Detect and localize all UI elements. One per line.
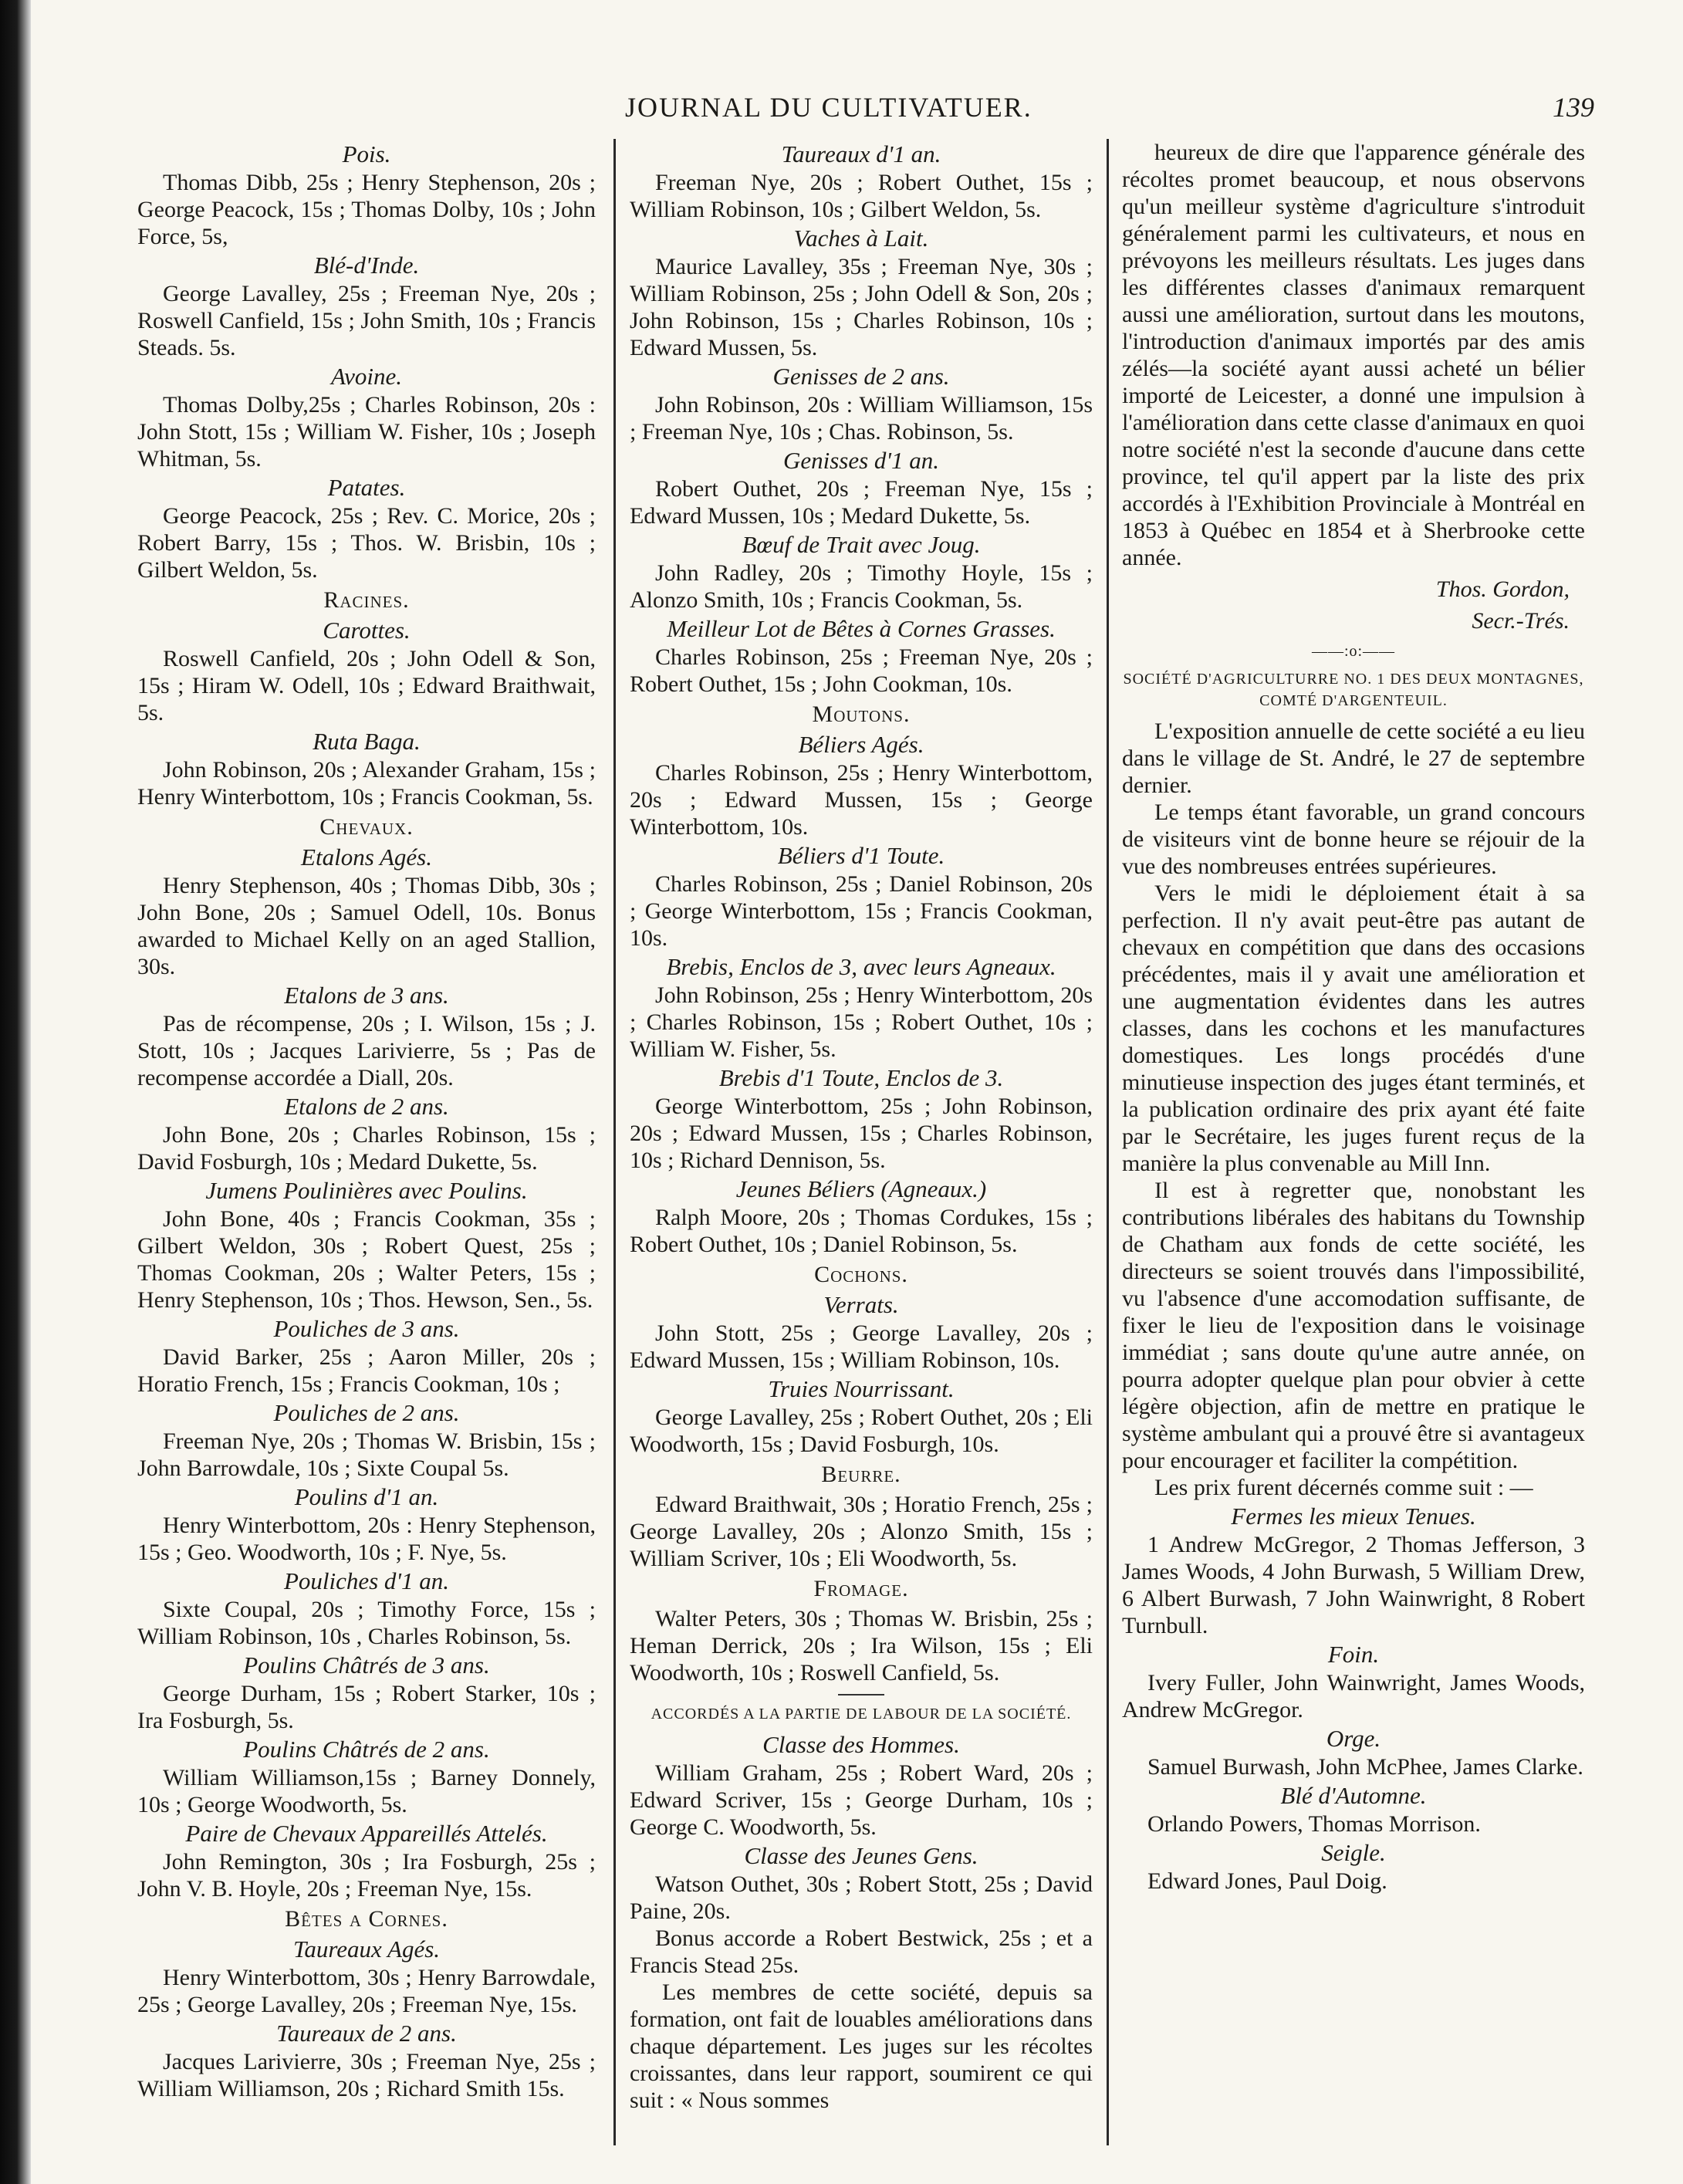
section-heading: Pouliches de 3 ans. — [273, 1315, 460, 1342]
prize-entry: Thomas Dolby,25s ; Charles Robinson, 20s : John Stott, 15s ; William W. Fisher, 10s ; Joseph Whitman, 5s. — [137, 392, 596, 472]
prize-entry: Orlando Powers, Thomas Morrison. — [1147, 1811, 1481, 1837]
prize-entry: Freeman Nye, 20s ; Thomas W. Brisbin, 15s ; John Barrowdale, 10s ; Sixte Coupal 5s. — [137, 1428, 596, 1481]
prize-entry: 1 Andrew McGregor, 2 Thomas Jefferson, 3 James Woods, 4 John Burwash, 5 William Drew, 6 Albert Burwash, 7 John Wainwright, 8 Robert Turnbull. — [1122, 1532, 1585, 1638]
section-heading: Taureaux de 2 ans. — [276, 2020, 457, 2047]
prize-entry: John Bone, 20s ; Charles Robinson, 15s ; David Fosburgh, 10s ; Medard Dukette, 5s. — [137, 1122, 596, 1175]
section-heading: Taureaux d'1 an. — [781, 140, 941, 167]
prize-entry: Thomas Dibb, 25s ; Henry Stephenson, 20s ; George Peacock, 15s ; Thomas Dolby, 10s ; John Force, 5s, — [137, 170, 596, 249]
prize-entry: Edward Braithwait, 30s ; Horatio French, 25s ; George Lavalley, 20s ; Alonzo Smith, 15s ; William Scriver, 10s ; Eli Woodworth, 5s. — [630, 1492, 1093, 1571]
category-heading: Cochons. — [814, 1262, 908, 1287]
prize-entry: John Robinson, 20s : William Williamson, 15s ; Freeman Nye, 10s ; Chas. Robinson, 5s. — [630, 392, 1093, 445]
section-heading: Pouliches d'1 an. — [283, 1567, 450, 1594]
paragraph: heureux de dire que l'apparence générale des récoltes promet beaucoup, et nous observons qu'un meilleur système d'agriculture s'introduit généralement parmi les cultivateurs, et nous en prévoyons les meilleurs résultats. Les juges dans les différentes classes d'animaux remarquent aussi une amélioration, surtout dans les moutons, l'introduction d'animaux importés par des amis zélés—la société ayant aussi acheté un bélier importé de Leicester, a donné une impulsion à l'amélioration dans cette classe d'animaux en quoi notre société n'est la seconde d'aucune dans cette province, tel qu'il appert par la liste des prix accordés à l'Exhibition Provinciale à Montréal en 1853 à Québec en 1854 et à Sherbrooke cette année. — [1122, 140, 1585, 570]
section-heading: Etalons Agés. — [301, 844, 432, 871]
section-heading: Genisses d'1 an. — [782, 447, 940, 474]
prize-entry: Samuel Burwash, John McPhee, James Clarke. — [1147, 1754, 1583, 1780]
section-heading: Blé d'Automne. — [1280, 1782, 1427, 1809]
section-heading: Pois. — [342, 140, 391, 167]
ornament-divider: ——:o:—— — [1311, 643, 1396, 660]
section-heading: Taureaux Agés. — [292, 1936, 441, 1963]
paragraph: Vers le midi le déploiement était à sa perfection. Il n'y avait peut-être pas autant de chevaux en compétition que dans des occasions précédentes, mais il y avait une amélioration et une augmentation évidentes dans les autres classes, dans les cochons et les manufactures domestiques. Les longs procédés d'une minutieuse inspection des juges étant terminés, et la publication ordinaire des prix ayant été faite par le Secrétaire, les juges furent reçus de la manière la plus convenable au Mill Inn. — [1122, 881, 1585, 1176]
section-heading: Etalons de 3 ans. — [284, 982, 449, 1009]
dash-rule — [838, 1694, 884, 1695]
prize-entry: Charles Robinson, 25s ; Freeman Nye, 20s ; Robert Outhet, 15s ; John Cookman, 10s. — [630, 644, 1093, 697]
column-middle — [630, 139, 1093, 2169]
paragraph: Il est à regretter que, nonobstant les contributions libérales des habitans du Township de Chatham aux fonds de cette société, les directeurs se soient trouvés dans l'impossibilité, vu l'absence d'une accomodation suffisante, de fixer le lieu de l'exposition dans le voisinage immédiat ; sans doute qu'une autre année, on pourra adopter quelque plan pour obvier à cette légère objection, afin de mettre en pratique le système ambulant qui a prouvé être si avantageux pour encourager et faciliter la compétition. — [1122, 1178, 1585, 1473]
section-heading: Vaches à Lait. — [793, 225, 929, 252]
category-heading: Bêtes a Cornes. — [285, 1906, 448, 1932]
section-heading: Brebis, Enclos de 3, avec leurs Agneaux. — [666, 953, 1056, 980]
prize-entry: John Radley, 20s ; Timothy Hoyle, 15s ; Alonzo Smith, 10s ; Francis Cookman, 5s. — [630, 560, 1093, 613]
prize-entry: George Lavalley, 25s ; Robert Outhet, 20s ; Eli Woodworth, 15s ; David Fosburgh, 10s. — [630, 1405, 1093, 1457]
section-heading: Seigle. — [1321, 1839, 1386, 1866]
prize-entry: George Winterbottom, 25s ; John Robinson, 20s ; Edward Mussen, 15s ; Charles Robinson, 10s ; Richard Dennison, 5s. — [630, 1094, 1093, 1173]
prize-entry: William Graham, 25s ; Robert Ward, 20s ; Edward Scriver, 15s ; George Durham, 10s ; George C. Woodworth, 5s. — [630, 1760, 1093, 1840]
prize-entry: Henry Winterbottom, 30s ; Henry Barrowdale, 25s ; George Lavalley, 20s ; Freeman Nye, 15s. — [137, 1965, 596, 2017]
section-heading: Bœuf de Trait avec Joug. — [742, 531, 981, 558]
prize-entry: John Remington, 30s ; Ira Fosburgh, 25s ; John V. B. Hoyle, 20s ; Freeman Nye, 15s. — [137, 1849, 596, 1902]
journal-title: JOURNAL DU CULTIVATUER. — [625, 92, 1032, 123]
book-spine-shadow — [0, 0, 31, 2184]
section-heading: Foin. — [1327, 1641, 1380, 1668]
paragraph: Les prix furent décernés comme suit : — — [1154, 1475, 1533, 1500]
category-heading: Racines. — [323, 587, 410, 613]
prize-entry: Ivery Fuller, John Wainwright, James Woods, Andrew McGregor. — [1122, 1670, 1585, 1723]
prize-entry: Pas de récompense, 20s ; I. Wilson, 15s ; J. Stott, 10s ; Jacques Larivierre, 5s ; Pas de recompense accordée a Diall, 20s. — [137, 1011, 596, 1090]
caps-heading: ACCORDÉS A LA PARTIE DE LABOUR DE LA SOCIÉTÉ. — [651, 1706, 1072, 1723]
prize-entry: John Robinson, 20s ; Alexander Graham, 15s ; Henry Winterbottom, 10s ; Francis Cookman, 5s. — [137, 757, 596, 810]
prize-entry: Maurice Lavalley, 35s ; Freeman Nye, 30s ; William Robinson, 25s ; John Odell & Son, 20s ; John Robinson, 15s ; Charles Robinson, 10s ; Edward Mussen, 5s. — [630, 254, 1093, 360]
section-heading: Fermes les mieux Tenues. — [1231, 1503, 1476, 1530]
column-rule-left — [613, 139, 616, 2145]
section-heading: Blé-d'Inde. — [313, 252, 420, 279]
category-heading: Beurre. — [821, 1462, 901, 1487]
prize-entry: John Stott, 25s ; George Lavalley, 20s ; Edward Mussen, 15s ; William Robinson, 10s. — [630, 1320, 1093, 1373]
prize-entry: Charles Robinson, 25s ; Daniel Robinson, 20s ; George Winterbottom, 15s ; Francis Cookman, 10s. — [630, 871, 1093, 951]
section-heading: Classe des Jeunes Gens. — [744, 1842, 978, 1869]
paragraph: Le temps étant favorable, un grand concours de visiteurs vint de bonne heure se réjouir de la vue des nombreuses entrées supérieures. — [1122, 800, 1585, 879]
paragraph: L'exposition annuelle de cette société a eu lieu dans le village de St. André, le 27 de septembre dernier. — [1122, 718, 1585, 798]
prize-entry: Roswell Canfield, 20s ; John Odell & Son, 15s ; Hiram W. Odell, 10s ; Edward Braithwait, 5s. — [137, 646, 596, 725]
page-number: 139 — [1553, 92, 1594, 123]
section-heading: Etalons de 2 ans. — [284, 1093, 449, 1120]
signature-line: Thos. Gordon, — [1435, 576, 1570, 602]
prize-entry: Walter Peters, 30s ; Thomas W. Brisbin, 25s ; Heman Derrick, 20s ; Ira Wilson, 15s ; Eli Woodworth, 10s ; Roswell Canfield, 5s. — [630, 1606, 1093, 1685]
section-heading: Poulins d'1 an. — [294, 1483, 439, 1510]
prize-entry: Bonus accorde a Robert Bestwick, 25s ; et a Francis Stead 25s. — [630, 1925, 1093, 1978]
section-heading: Verrats. — [823, 1291, 899, 1318]
prize-entry: George Lavalley, 25s ; Freeman Nye, 20s ; Roswell Canfield, 15s ; John Smith, 10s ; Francis Steads. 5s. — [137, 281, 596, 360]
prize-entry: David Barker, 25s ; Aaron Miller, 20s ; Horatio French, 15s ; Francis Cookman, 10s ; — [137, 1344, 596, 1397]
category-heading: Chevaux. — [319, 814, 414, 840]
section-heading: Truies Nourrissant. — [768, 1375, 955, 1402]
section-heading: Poulins Châtrés de 2 ans. — [243, 1736, 490, 1763]
section-heading: Carottes. — [323, 617, 411, 644]
section-heading: Avoine. — [330, 363, 403, 390]
section-heading: Béliers d'1 Toute. — [777, 842, 945, 869]
prize-entry: Jacques Larivierre, 30s ; Freeman Nye, 25s ; William Williamson, 20s ; Richard Smith 15s. — [137, 2049, 596, 2101]
section-heading: Béliers Agés. — [798, 731, 924, 758]
prize-entry: John Bone, 40s ; Francis Cookman, 35s ; Gilbert Weldon, 30s ; Robert Quest, 25s ; Thomas Cookman, 20s ; Walter Peters, 15s ; Henry Stephenson, 10s ; Thos. Hewson, Sen., 5s. — [137, 1206, 596, 1313]
prize-entry: George Peacock, 25s ; Rev. C. Morice, 20s ; Robert Barry, 15s ; Thos. W. Brisbin, 10s ; Gilbert Weldon, 5s. — [137, 503, 596, 583]
prize-entry: Watson Outhet, 30s ; Robert Stott, 25s ; David Paine, 20s. — [630, 1871, 1093, 1924]
signature-line: Secr.-Trés. — [1472, 608, 1570, 634]
prize-entry: Edward Jones, Paul Doig. — [1147, 1868, 1387, 1894]
section-heading: Classe des Hommes. — [762, 1731, 960, 1758]
section-heading: Jumens Poulinières avec Poulins. — [205, 1177, 528, 1204]
section-heading: Meilleur Lot de Bêtes à Cornes Grasses. — [667, 615, 1056, 642]
paragraph: Les membres de cette société, depuis sa formation, ont fait de louables améliorations dans chaque département. Les juges sur les récoltes croissantes, dans leur rapport, soumirent ce qui suit : « Nous sommes — [630, 1979, 1093, 2113]
section-heading: Pouliches de 2 ans. — [273, 1399, 460, 1426]
prize-entry: Charles Robinson, 25s ; Henry Winterbottom, 20s ; Edward Mussen, 15s ; George Winterbottom, 10s. — [630, 760, 1093, 840]
section-heading: Genisses de 2 ans. — [772, 363, 950, 390]
section-heading: Patates. — [327, 474, 406, 501]
prize-entry: George Durham, 15s ; Robert Starker, 10s ; Ira Fosburgh, 5s. — [137, 1681, 596, 1733]
column-left — [137, 139, 596, 2169]
column-right — [1122, 139, 1585, 2169]
section-heading: Jeunes Béliers (Agneaux.) — [735, 1175, 987, 1202]
section-heading: Brebis d'1 Toute, Enclos de 3. — [718, 1064, 1004, 1091]
prize-entry: Ralph Moore, 20s ; Thomas Cordukes, 15s ; Robert Outhet, 10s ; Daniel Robinson, 5s. — [630, 1205, 1093, 1257]
section-heading: Paire de Chevaux Appareillés Attelés. — [185, 1820, 548, 1847]
prize-entry: John Robinson, 25s ; Henry Winterbottom, 20s ; Charles Robinson, 15s ; Robert Outhet, 10s ; William W. Fisher, 5s. — [630, 982, 1093, 1062]
prize-entry: Henry Winterbottom, 20s : Henry Stephenson, 15s ; Geo. Woodworth, 10s ; F. Nye, 5s. — [137, 1513, 596, 1565]
prize-entry: William Williamson,15s ; Barney Donnely, 10s ; George Woodworth, 5s. — [137, 1765, 596, 1817]
prize-entry: Sixte Coupal, 20s ; Timothy Force, 15s ; William Robinson, 10s , Charles Robinson, 5s. — [137, 1597, 596, 1649]
prize-entry: Freeman Nye, 20s ; Robert Outhet, 15s ; William Robinson, 10s ; Gilbert Weldon, 5s. — [630, 170, 1093, 222]
section-heading: Poulins Châtrés de 3 ans. — [243, 1652, 490, 1679]
category-heading: Moutons. — [812, 702, 911, 727]
prize-entry: Robert Outhet, 20s ; Freeman Nye, 15s ; Edward Mussen, 10s ; Medard Dukette, 5s. — [630, 476, 1093, 529]
section-heading: Orge. — [1326, 1725, 1381, 1752]
section-heading: Ruta Baga. — [313, 728, 421, 755]
category-heading: Fromage. — [813, 1576, 909, 1601]
prize-entry: Henry Stephenson, 40s ; Thomas Dibb, 30s ; John Bone, 20s ; Samuel Odell, 10s. Bonus awarded to Michael Kelly on an aged Stallion, 30s. — [137, 873, 596, 979]
column-rule-right — [1107, 139, 1109, 2145]
caps-heading: SOCIÉTÉ D'AGRICULTURRE NO. 1 DES DEUX MONTAGNES, COMTÉ D'ARGENTEUIL. — [1123, 671, 1584, 709]
